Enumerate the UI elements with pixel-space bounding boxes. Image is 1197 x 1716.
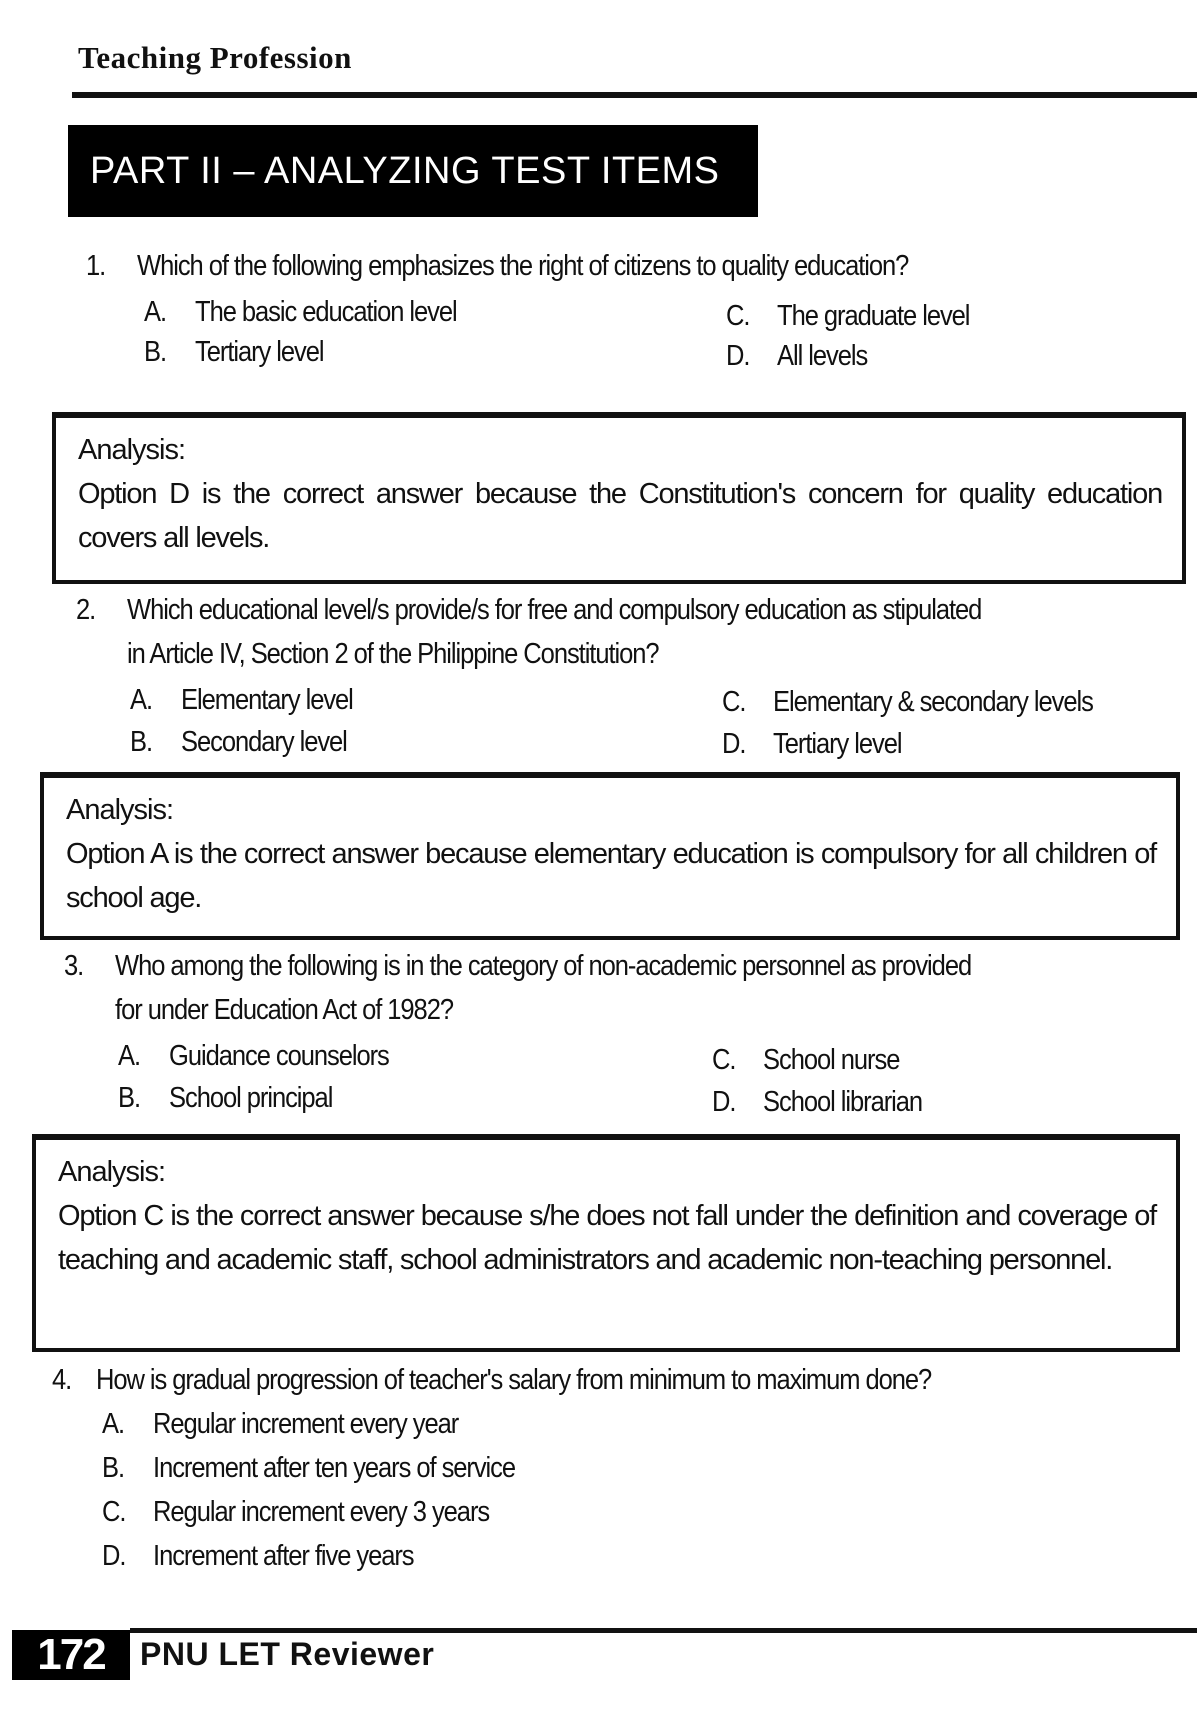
option-letter: D. [712, 1086, 736, 1118]
question-number: 2. [76, 594, 96, 626]
option-1b [144, 336, 324, 369]
analysis-title: Analysis: [78, 434, 186, 466]
footer-book-title: PNU LET Reviewer [140, 1636, 435, 1672]
option-letter: B. [130, 726, 152, 758]
option-letter: B. [144, 336, 166, 368]
option-text: Regular increment every 3 years [153, 1496, 490, 1528]
option-3c [712, 1044, 899, 1077]
option-3d [712, 1086, 922, 1119]
running-header-title: Teaching Profession [78, 40, 352, 75]
option-letter: C. [726, 300, 750, 332]
option-text: Secondary level [181, 726, 347, 758]
option-text: The basic education level [195, 296, 457, 328]
option-letter: D. [726, 340, 750, 372]
question-text-line1: Who among the following is in the category of non-academic personnel as provided [115, 950, 972, 982]
question-text-line2: for under Education Act of 1982? [115, 994, 453, 1026]
option-1c [726, 300, 969, 333]
option-text: Regular increment every year [153, 1408, 459, 1440]
option-3a [118, 1040, 389, 1073]
option-text: Tertiary level [773, 728, 902, 760]
option-text: Elementary & secondary levels [773, 686, 1093, 718]
question-number: 4. [52, 1364, 72, 1396]
analysis-title: Analysis: [58, 1156, 166, 1188]
option-3b [118, 1082, 332, 1115]
option-letter: B. [102, 1452, 124, 1484]
option-text: School principal [169, 1082, 333, 1114]
option-text: School nurse [763, 1044, 900, 1076]
question-number: 3. [64, 950, 84, 982]
question-3 [64, 950, 971, 983]
option-1d [726, 340, 867, 373]
option-text: Guidance counselors [169, 1040, 389, 1072]
question-1 [86, 250, 908, 283]
option-text: Increment after five years [153, 1540, 414, 1572]
question-text-line1: Which educational level/s provide/s for free and compulsory education as stipulated [127, 594, 982, 626]
option-letter: C. [712, 1044, 736, 1076]
option-4a [102, 1408, 458, 1441]
option-4d [102, 1540, 414, 1573]
option-letter: D. [722, 728, 746, 760]
option-letter: C. [102, 1496, 126, 1528]
question-3-cont [64, 994, 453, 1027]
question-2 [76, 594, 981, 627]
option-letter: A. [130, 684, 152, 716]
analysis-box-3 [32, 1134, 1180, 1352]
analysis-text: Option C is the correct answer because s/he does not fall under the definition and coverage of teaching and academic staff, school administrators and academic non-teaching personnel. [58, 1200, 1156, 1276]
option-1a [144, 296, 457, 329]
question-text: Which of the following emphasizes the right of citizens to quality education? [137, 250, 909, 282]
option-2d [722, 728, 902, 761]
option-text: Elementary level [181, 684, 353, 716]
analysis-box-1 [52, 412, 1186, 584]
option-2a [130, 684, 353, 717]
footer-rule [130, 1628, 1197, 1633]
analysis-title: Analysis: [66, 794, 174, 826]
section-banner: PART II – ANALYZING TEST ITEMS [68, 125, 758, 217]
option-letter: D. [102, 1540, 126, 1572]
option-4c [102, 1496, 489, 1529]
option-2c [722, 686, 1093, 719]
analysis-text: Option D is the correct answer because the Constitution's concern for quality education covers all levels. [78, 478, 1162, 554]
option-text: Increment after ten years of service [153, 1452, 516, 1484]
question-2-cont [76, 638, 659, 671]
analysis-box-2 [40, 772, 1180, 940]
option-text: The graduate level [777, 300, 970, 332]
question-text-line2: in Article IV, Section 2 of the Philippine Constitution? [127, 638, 659, 670]
option-letter: A. [118, 1040, 140, 1072]
option-text: Tertiary level [195, 336, 324, 368]
question-4 [52, 1364, 931, 1397]
option-letter: A. [144, 296, 166, 328]
option-text: School librarian [763, 1086, 923, 1118]
question-number: 1. [86, 250, 106, 282]
analysis-text: Option A is the correct answer because elementary education is compulsory for all children of school age. [66, 838, 1156, 914]
option-letter: C. [722, 686, 746, 718]
option-4b [102, 1452, 515, 1485]
header-rule [72, 92, 1197, 98]
option-2b [130, 726, 347, 759]
question-text: How is gradual progression of teacher's salary from minimum to maximum done? [96, 1364, 932, 1396]
option-letter: A. [102, 1408, 124, 1440]
page-number: 172 [12, 1630, 130, 1680]
option-letter: B. [118, 1082, 140, 1114]
option-text: All levels [777, 340, 868, 372]
